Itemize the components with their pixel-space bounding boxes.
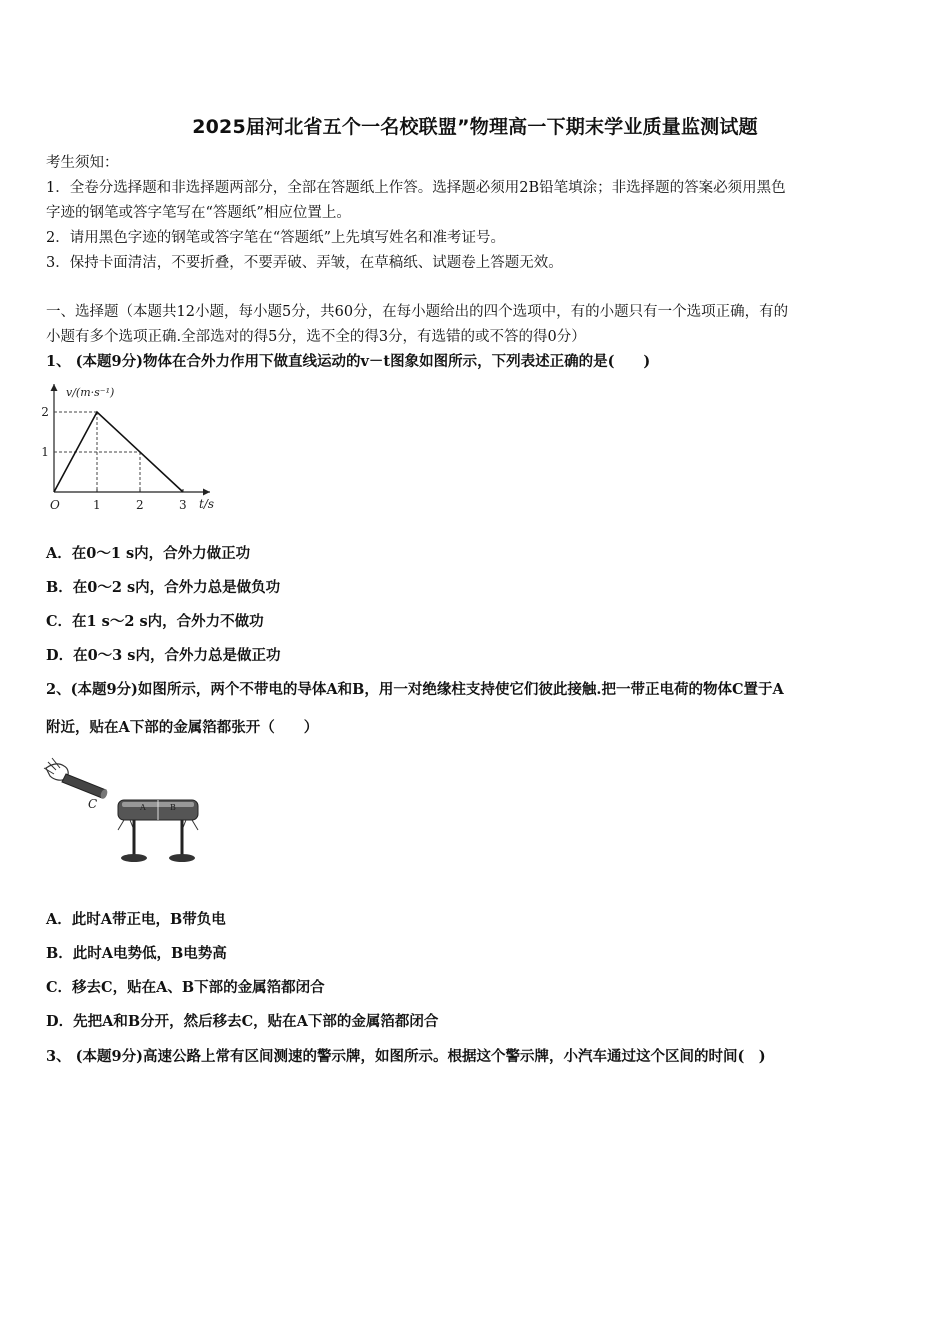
y-tick-label: 1 <box>41 445 49 459</box>
q2-stem: 2、(本题9分)如图所示，两个不带电的导体A和B，用一对绝缘柱支持使它们彼此接触.把一带正电荷的物体C置于A <box>46 681 784 698</box>
q2-option-a: A．此时A带正电，B带负电 <box>46 911 226 928</box>
notice-item: 3．保持卡面清洁，不要折叠，不要弄破、弄皱，在草稿纸、试题卷上答题无效。 <box>46 255 563 271</box>
origin-label: O <box>50 498 60 512</box>
q1-option-c: C．在1 s～2 s内，合外力不做功 <box>46 613 264 630</box>
q2-option-c: C．移去C，贴在A、B下部的金属箔都闭合 <box>46 979 325 996</box>
q2-stem-cont: 附近，贴在A下部的金属箔都张开（ ） <box>46 719 319 736</box>
section-heading: 一、选择题（本题共12小题，每小题5分，共60分，在每小题给出的四个选项中，有的小题只有一个选项正确，有的 <box>46 304 789 320</box>
rod-label: C <box>88 797 98 811</box>
q1-option-b: B．在0～2 s内，合外力总是做负功 <box>46 579 281 596</box>
q2-option-b: B．此时A电势低，B电势高 <box>46 945 227 962</box>
vt-graph-svg <box>41 378 224 518</box>
y-axis-label: v/(m·s⁻¹) <box>66 386 115 399</box>
charged-rod-icon <box>62 774 109 800</box>
vt-series-line <box>54 412 183 492</box>
notice-heading: 考生须知： <box>46 155 119 171</box>
notice-item: 2．请用黑色字迹的钢笔或答字笔在“答题纸”上先填写姓名和准考证号。 <box>46 230 506 246</box>
x-tick-label: 1 <box>93 498 101 512</box>
conductor-b-label: B <box>170 803 176 812</box>
conductor-figure-svg <box>42 756 222 874</box>
q1-option-d: D．在0～3 s内，合外力总是做正功 <box>46 647 281 664</box>
conductor-ab-icon <box>118 800 198 820</box>
x-tick-label: 2 <box>136 498 144 512</box>
y-tick-label: 2 <box>41 405 49 419</box>
x-tick-label: 3 <box>179 498 187 512</box>
q3-stem: 3、 (本题9分)高速公路上常有区间测速的警示牌，如图所示。根据这个警示牌，小汽车通过这个区间的时间( ) <box>46 1048 766 1065</box>
conductor-figure <box>42 756 222 874</box>
x-axis-label: t/s <box>199 497 215 511</box>
q1-option-a: A．在0～1 s内，合外力做正功 <box>46 545 251 562</box>
notice-item: 字迹的钢笔或答字笔写在“答题纸”相应位置上。 <box>46 205 351 221</box>
page-title: 2025届河北省五个一名校联盟”物理高一下期末学业质量监测试题 <box>192 116 758 138</box>
conductor-a-label: A <box>140 803 146 812</box>
section-heading-cont: 小题有多个选项正确.全部选对的得5分，选不全的得3分，有选错的或不答的得0分） <box>46 329 586 345</box>
vt-graph <box>41 378 224 518</box>
notice-item: 1．全卷分选择题和非选择题两部分，全部在答题纸上作答。选择题必须用2B铅笔填涂；非选择题的答案必须用黑色 <box>46 180 786 196</box>
q2-option-d: D．先把A和B分开，然后移去C，贴在A下部的金属箔都闭合 <box>46 1013 439 1030</box>
q1-stem: 1、 (本题9分)物体在合外力作用下做直线运动的v－t图象如图所示，下列表述正确的是( ) <box>46 353 651 370</box>
